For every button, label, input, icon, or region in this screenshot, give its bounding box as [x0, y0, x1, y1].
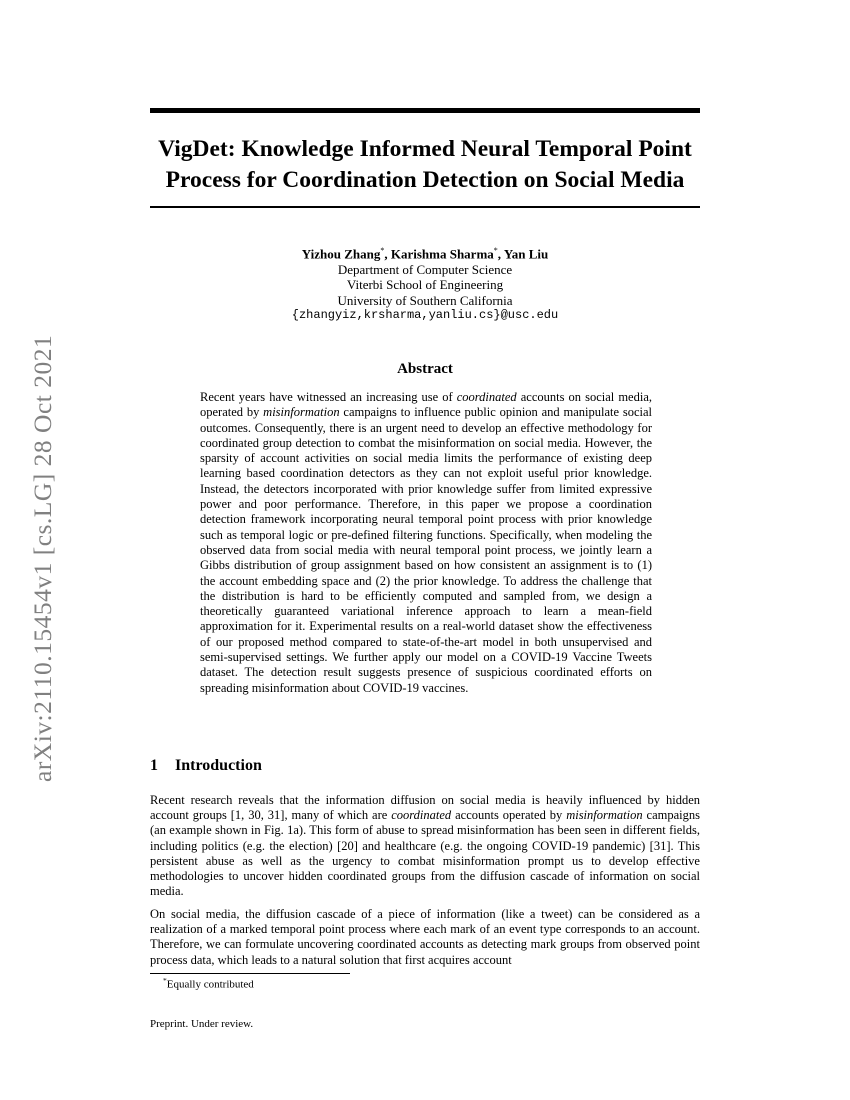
abstract-heading: Abstract: [397, 361, 453, 377]
author-emails: {zhangyiz,krsharma,yanliu.cs}@usc.edu: [291, 308, 559, 323]
footnote-mark: *: [163, 976, 167, 985]
section-heading-introduction: [150, 757, 262, 775]
arxiv-identifier: arXiv:2110.15454v1 [cs.LG] 28 Oct 2021: [28, 334, 57, 782]
affiliation-department: Department of Computer Science: [337, 261, 513, 277]
title-bottom-rule: [150, 206, 700, 208]
abstract-text: Recent years have witnessed an increasing use of coordinated accounts on social media, operated by misinformation campaigns to influence public opinion and manipulate social outcomes. Consequently, there is an urgent need to develop an effective methodology for coordinated group detection to combat the misinformation on social media. However, the sparsity of account activities on social media limits the performance of existing deep learning based coordination detectors as they can not exploit useful prior knowledge. Instead, the detectors incorporated with prior knowledge suffer from limited expressive power and poor performance. Therefore, in this paper we propose a coordination detection framework incorporating neural temporal point process with prior knowledge such as temporal logic or pre-defined filtering functions. Specifically, when modeling the observed data from social media with neural temporal point process, we jointly learn a Gibbs distribution of group assignment based on how consistent an assignment is to (1) the account embedding space and (2) the prior knowledge. To address the challenge that the distribution is hard to be efficiently computed and sampled from, we design a theoretically guaranteed variational inference approach to learn a mean-field approximation for it. Experimental results on a real-world dataset show the effectiveness of our proposed method compared to state-of-the-art model in both unsupervised and semi-supervised settings. We further apply our model on a COVID-19 Vaccine Tweets dataset. The detection result suggests presence of suspicious coordinated efforts on spreading misinformation about COVID-19 vaccines.: [200, 390, 652, 695]
preprint-notice: Preprint. Under review.: [150, 1018, 254, 1030]
author-name: Yizhou Zhang: [301, 246, 381, 262]
equal-contribution-mark: *: [380, 246, 385, 255]
section-number: 1: [150, 757, 158, 774]
footnote-rule: [150, 973, 350, 974]
affiliation-school: Viterbi School of Engineering: [346, 277, 504, 293]
title-top-rule: [150, 108, 700, 113]
intro-paragraph-1: Recent research reveals that the information diffusion on social media is heavily influenced by hidden account groups [1, 30, 31], many of which are coordinated accounts operated by misinformation campaigns (an example shown in Fig. 1a). This form of abuse to spread misinformation has been seen in different fields, including politics (e.g. the election) [20] and healthcare (e.g. the ongoing COVID-19 pandemic) [31]. This persistent abuse as well as the urgency to combat misinformation prompt us to develop effective methodologies to uncover hidden coordinated groups from the diffusion cascade of information on social media.: [150, 793, 700, 899]
equal-contribution-mark: *: [493, 246, 498, 255]
title-line-2: Process for Coordination Detection on Social Media: [165, 167, 685, 193]
footnote-text: Equally contributed: [166, 978, 254, 991]
title-line-1: VigDet: Knowledge Informed Neural Temporal Point: [158, 136, 692, 162]
author-name: Karishma Sharma: [390, 246, 494, 262]
section-title: Introduction: [175, 757, 262, 774]
affiliation-university: University of Southern California: [337, 292, 513, 308]
footnote: [163, 976, 254, 991]
author-names: Yizhou Zhang*, Karishma Sharma*, Yan Liu: [301, 246, 549, 262]
author-block: [150, 243, 700, 324]
author-name: Yan Liu: [503, 246, 549, 262]
intro-paragraph-2: On social media, the diffusion cascade of a piece of information (like a tweet) can be considered as a realization of a marked temporal point process where each mark of an event type corresponds to an account. Therefore, we can formulate uncovering coordinated accounts as detecting mark groups from observed point process data, which leads to a natural solution that first acquires account: [150, 907, 700, 967]
paper-title: [150, 134, 700, 196]
